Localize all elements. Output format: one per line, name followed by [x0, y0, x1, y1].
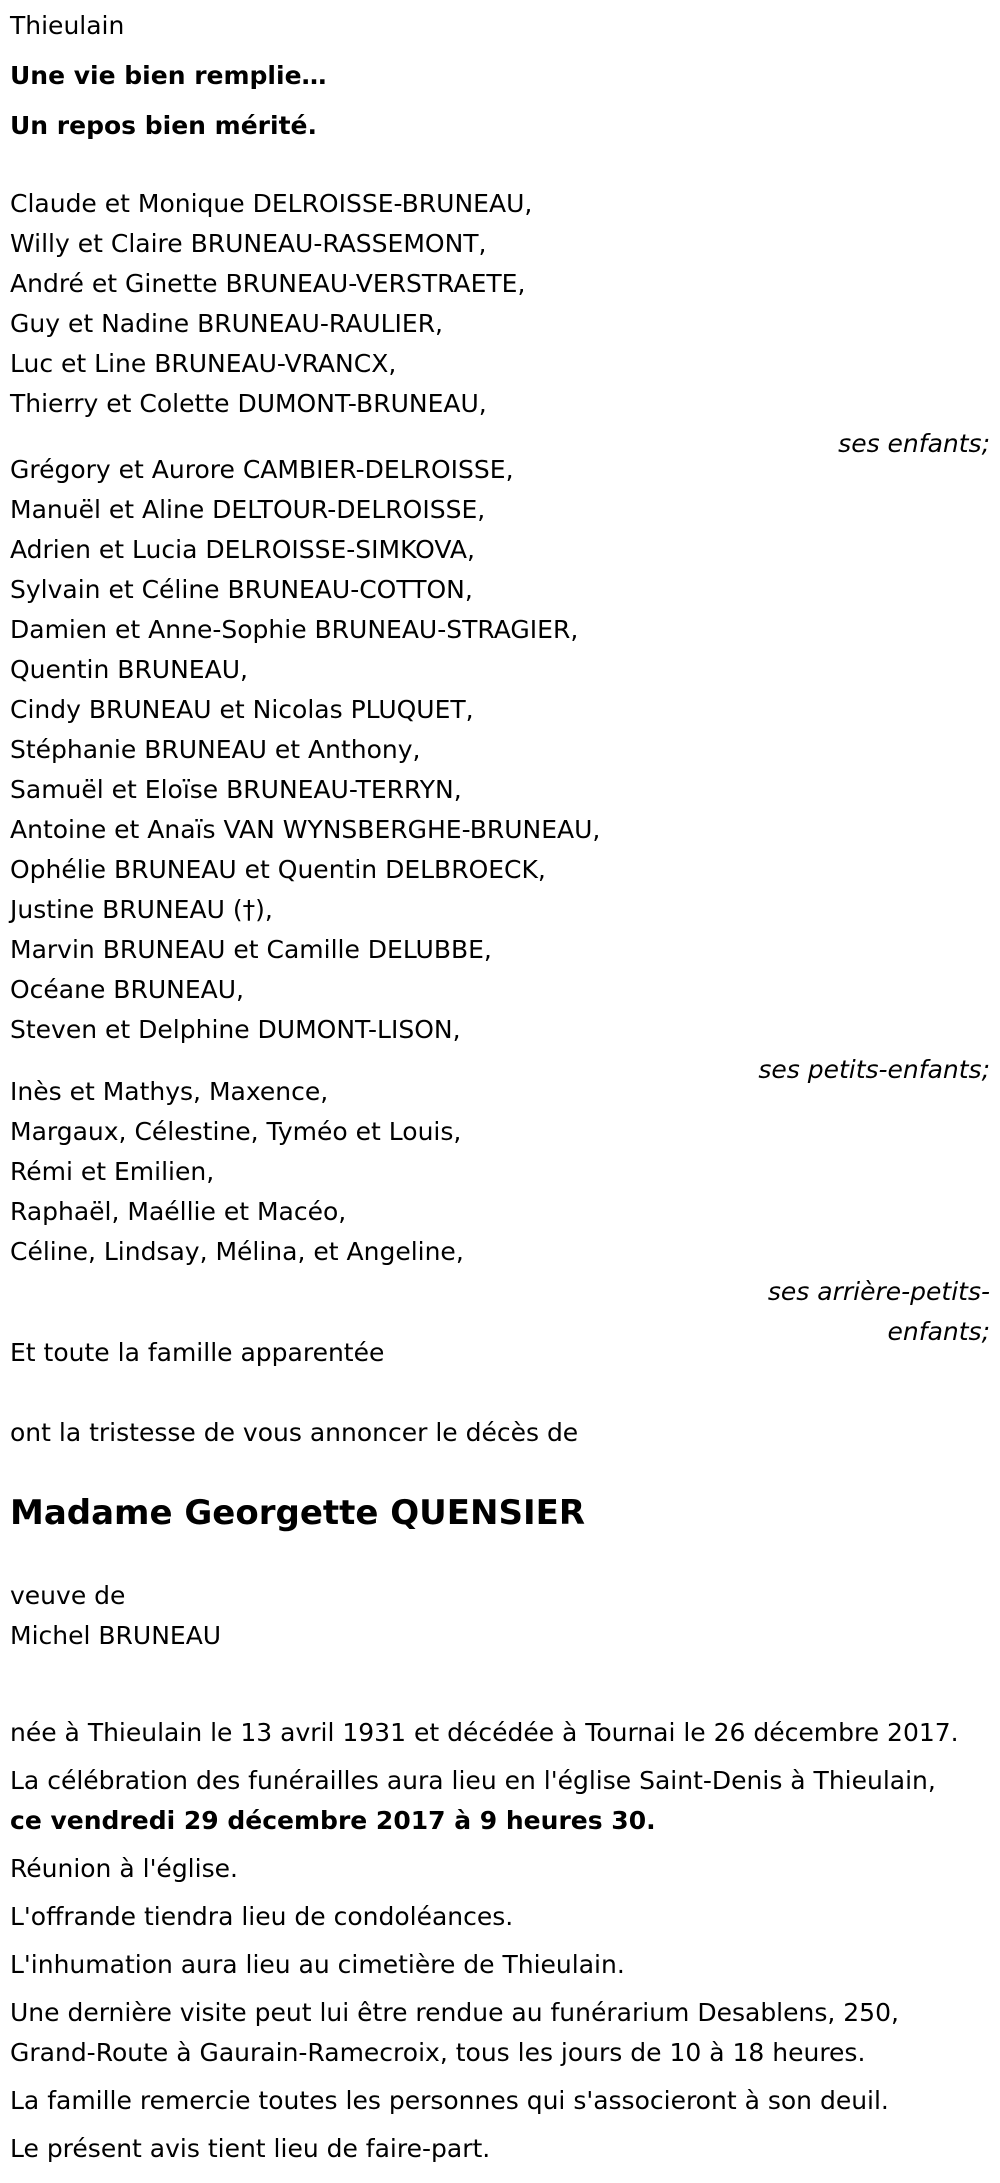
grandchild-entry: Grégory et Aurore CAMBIER-DELROISSE,	[10, 455, 514, 484]
thanks: La famille remercie toutes les personnes qui s'associeront à son deuil.	[10, 2086, 889, 2115]
grandchild-entry: Adrien et Lucia DELROISSE-SIMKOVA,	[10, 535, 475, 564]
burial: L'inhumation aura lieu au cimetière de Thieulain.	[10, 1950, 625, 1979]
notice-text: Le présent avis tient lieu de faire-part.	[10, 2134, 491, 2163]
grandchild-entry: Stéphanie BRUNEAU et Anthony,	[10, 735, 421, 764]
great-grandchild-entry: Margaux, Célestine, Tyméo et Louis,	[10, 1117, 462, 1146]
ceremony-date: ce vendredi 29 décembre 2017 à 9 heures 30.	[10, 1806, 656, 1835]
great-grandchildren-list	[10, 1072, 990, 1272]
grandchild-entry: Manuël et Aline DELTOUR-DELROISSE,	[10, 495, 486, 524]
deceased-name: Madame Georgette QUENSIER	[10, 1493, 586, 1533]
child-entry: Thierry et Colette DUMONT-BRUNEAU,	[10, 389, 487, 418]
grandchildren-list	[10, 450, 990, 1050]
spouse-name: Michel BRUNEAU	[10, 1621, 222, 1650]
great-grandchildren-label-2: enfants;	[887, 1317, 990, 1346]
deceased-block	[10, 1488, 990, 1538]
tagline-2: Un repos bien mérité.	[10, 111, 317, 140]
spouse-block	[10, 1576, 990, 1656]
children-list	[10, 184, 990, 424]
details-block	[10, 1713, 990, 2169]
header-block	[10, 6, 990, 146]
great-grandchild-entry: Céline, Lindsay, Mélina, et Angeline,	[10, 1237, 464, 1266]
child-entry: Guy et Nadine BRUNEAU-RAULIER,	[10, 309, 444, 338]
ceremony: La célébration des funérailles aura lieu en l'église Saint-Denis à Thieulain,	[10, 1766, 936, 1795]
widow-of: veuve de	[10, 1581, 126, 1610]
meeting: Réunion à l'église.	[10, 1854, 238, 1883]
location: Thieulain	[10, 11, 125, 40]
grandchild-entry: Cindy BRUNEAU et Nicolas PLUQUET,	[10, 695, 474, 724]
announce-line: ont la tristesse de vous annoncer le décès de	[10, 1418, 579, 1447]
grandchild-entry: Océane BRUNEAU,	[10, 975, 244, 1004]
great-grandchild-entry: Inès et Mathys, Maxence,	[10, 1077, 329, 1106]
grandchild-entry: Steven et Delphine DUMONT-LISON,	[10, 1015, 461, 1044]
grandchildren-block	[10, 450, 990, 1090]
great-grandchild-entry: Raphaël, Maéllie et Macéo,	[10, 1197, 347, 1226]
grandchild-entry: Quentin BRUNEAU,	[10, 655, 248, 684]
grandchild-entry: Samuël et Eloïse BRUNEAU-TERRYN,	[10, 775, 462, 804]
grandchild-entry: Marvin BRUNEAU et Camille DELUBBE,	[10, 935, 492, 964]
grandchildren-label: ses petits-enfants;	[758, 1055, 990, 1084]
child-entry: André et Ginette BRUNEAU-VERSTRAETE,	[10, 269, 526, 298]
great-grandchildren-block	[10, 1072, 990, 1352]
children-block	[10, 184, 990, 464]
child-entry: Claude et Monique DELROISSE-BRUNEAU,	[10, 189, 533, 218]
visit-line-2: Grand-Route à Gaurain-Ramecroix, tous les jours de 10 à 18 heures.	[10, 2038, 866, 2067]
grandchild-entry: Antoine et Anaïs VAN WYNSBERGHE-BRUNEAU,	[10, 815, 601, 844]
great-grandchildren-label-1: ses arrière-petits-	[767, 1277, 990, 1306]
grandchild-entry: Ophélie BRUNEAU et Quentin DELBROECK,	[10, 855, 546, 884]
condolences: L'offrande tiendra lieu de condoléances.	[10, 1902, 514, 1931]
child-entry: Luc et Line BRUNEAU-VRANCX,	[10, 349, 397, 378]
grandchild-entry: Damien et Anne-Sophie BRUNEAU-STRAGIER,	[10, 615, 579, 644]
family-line: Et toute la famille apparentée	[10, 1338, 385, 1367]
child-entry: Willy et Claire BRUNEAU-RASSEMONT,	[10, 229, 487, 258]
family-block	[10, 1333, 990, 1373]
great-grandchild-entry: Rémi et Emilien,	[10, 1157, 215, 1186]
birth-death: née à Thieulain le 13 avril 1931 et décédée à Tournai le 26 décembre 2017.	[10, 1718, 959, 1747]
announce-block	[10, 1413, 990, 1453]
children-label: ses enfants;	[838, 429, 990, 458]
visit-line-1: Une dernière visite peut lui être rendue au funérarium Desablens, 250,	[10, 1998, 899, 2027]
grandchild-entry: Sylvain et Céline BRUNEAU-COTTON,	[10, 575, 473, 604]
tagline-1: Une vie bien remplie…	[10, 61, 327, 90]
grandchild-entry: Justine BRUNEAU (†),	[10, 895, 273, 924]
